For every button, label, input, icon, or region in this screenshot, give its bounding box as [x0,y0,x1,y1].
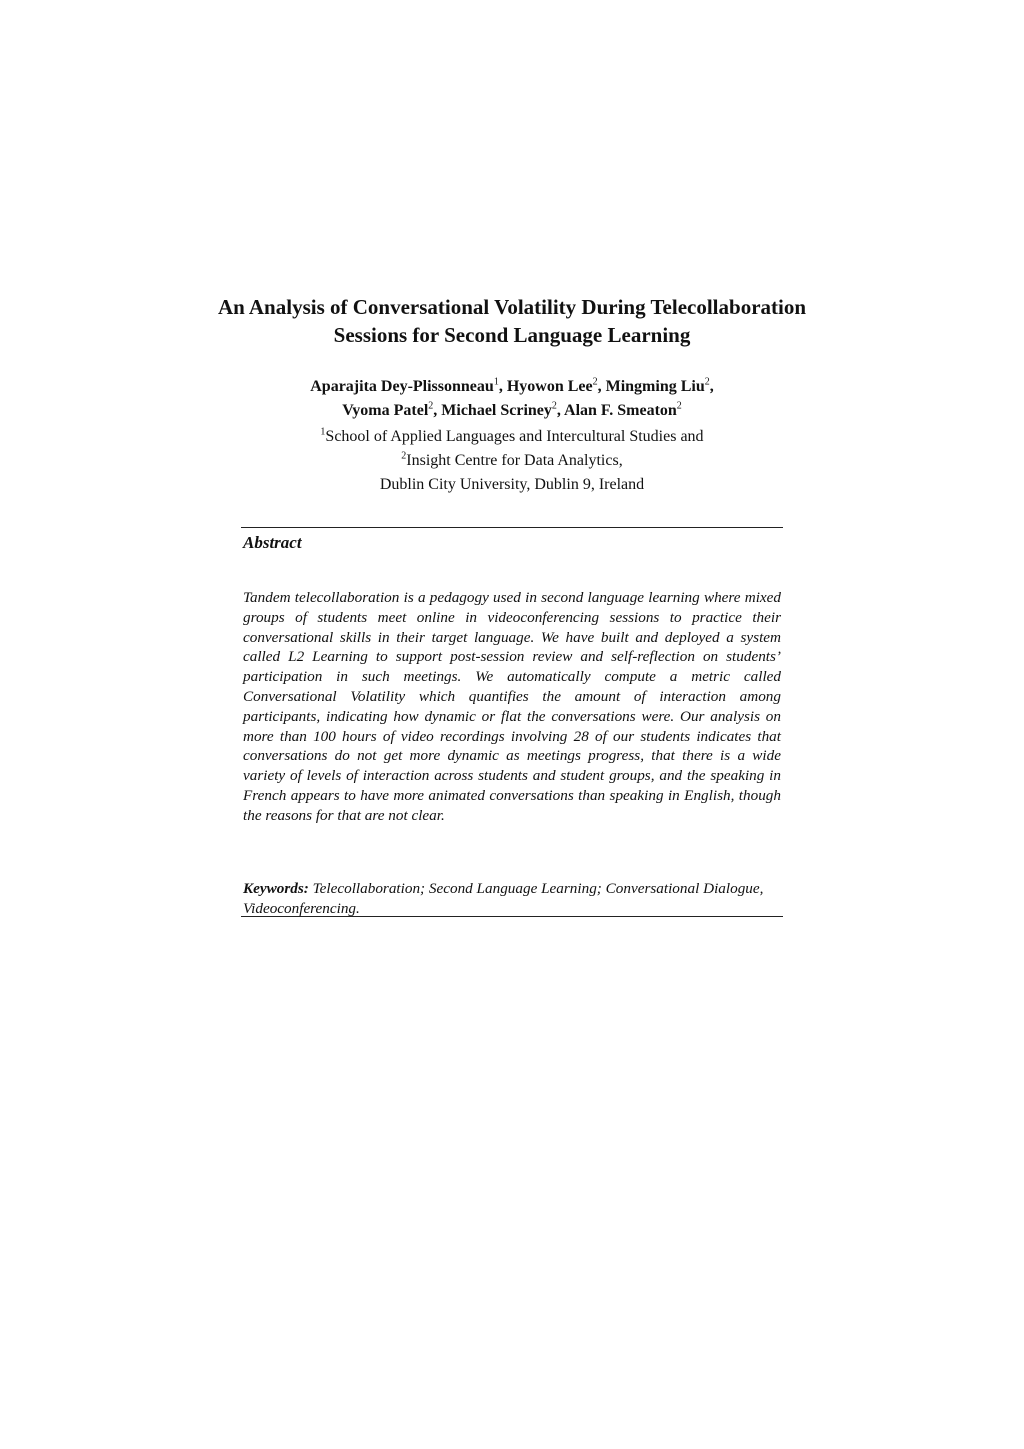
affiliation-text: Insight Centre for Data Analytics, [406,452,623,469]
author-name: Alan F. Smeaton [564,402,677,419]
affiliations [0,425,1024,497]
author-affiliation-mark: 2 [428,400,434,412]
author-name: Aparajita Dey-Plissonneau [310,378,494,395]
author-affiliation-mark: 1 [493,376,499,388]
abstract-top-divider [241,527,783,528]
author-affiliation-mark: 2 [676,400,682,412]
author-separator: , [597,378,606,395]
author-affiliation-mark: 2 [551,400,557,412]
author-name: Michael Scriney [441,402,552,419]
paper-title-line-2: Sessions for Second Language Learning [333,323,691,347]
author-name: Vyoma Patel [342,402,429,419]
affiliation-line-3: Dublin City University, Dublin 9, Ireland [379,476,645,493]
paper-title-line-1: An Analysis of Conversational Volatility During Telecollaboration [217,295,807,319]
paper-title [0,293,1024,349]
author-line-2 [0,399,1024,423]
keywords-label: Keywords: [243,880,309,897]
abstract-heading: Abstract [243,533,302,552]
abstract-text: Tandem telecollaboration is a pedagogy used in second language learning where mixed groups of students meet online in videoconferencing sessions to practice their conversational skills in their target language. We have built and deployed a system called L2 Learning to support post-session review and self-reflection on students’ participation in such meetings. We automatically compute a metric called Conversational Volatility which quantifies the amount of interaction among participants, indicating how dynamic or flat the conversations were. Our analysis on more than 100 hours of video recordings involving 28 of our students indicates that conversations do not get more dynamic as meetings progress, that there is a wide variety of levels of interaction across students and student groups, and the speaking in French appears to have more animated conversations than speaking in English, though the reasons for that are not clear. [243,589,781,824]
affiliation-line-1 [0,425,1024,449]
affiliation-line-2 [0,449,1024,473]
author-affiliation-mark: 2 [592,376,598,388]
author-name: Mingming Liu [605,378,705,395]
author-list [0,375,1024,423]
author-separator: , [709,378,714,395]
affiliation-mark: 1 [320,426,326,438]
author-separator: , [433,402,442,419]
author-name: Hyowon Lee [506,378,593,395]
author-separator: , [556,402,565,419]
abstract-bottom-divider [241,916,783,917]
keywords [243,879,781,919]
author-affiliation-mark: 2 [704,376,710,388]
author-line-1 [0,375,1024,399]
affiliation-mark: 2 [401,450,407,462]
keywords-text: Telecollaboration; Second Language Learning; Conversational Dialogue, Videoconferencing. [243,880,764,917]
author-separator: , [498,378,507,395]
affiliation-text: School of Applied Languages and Intercultural Studies and [325,428,704,445]
